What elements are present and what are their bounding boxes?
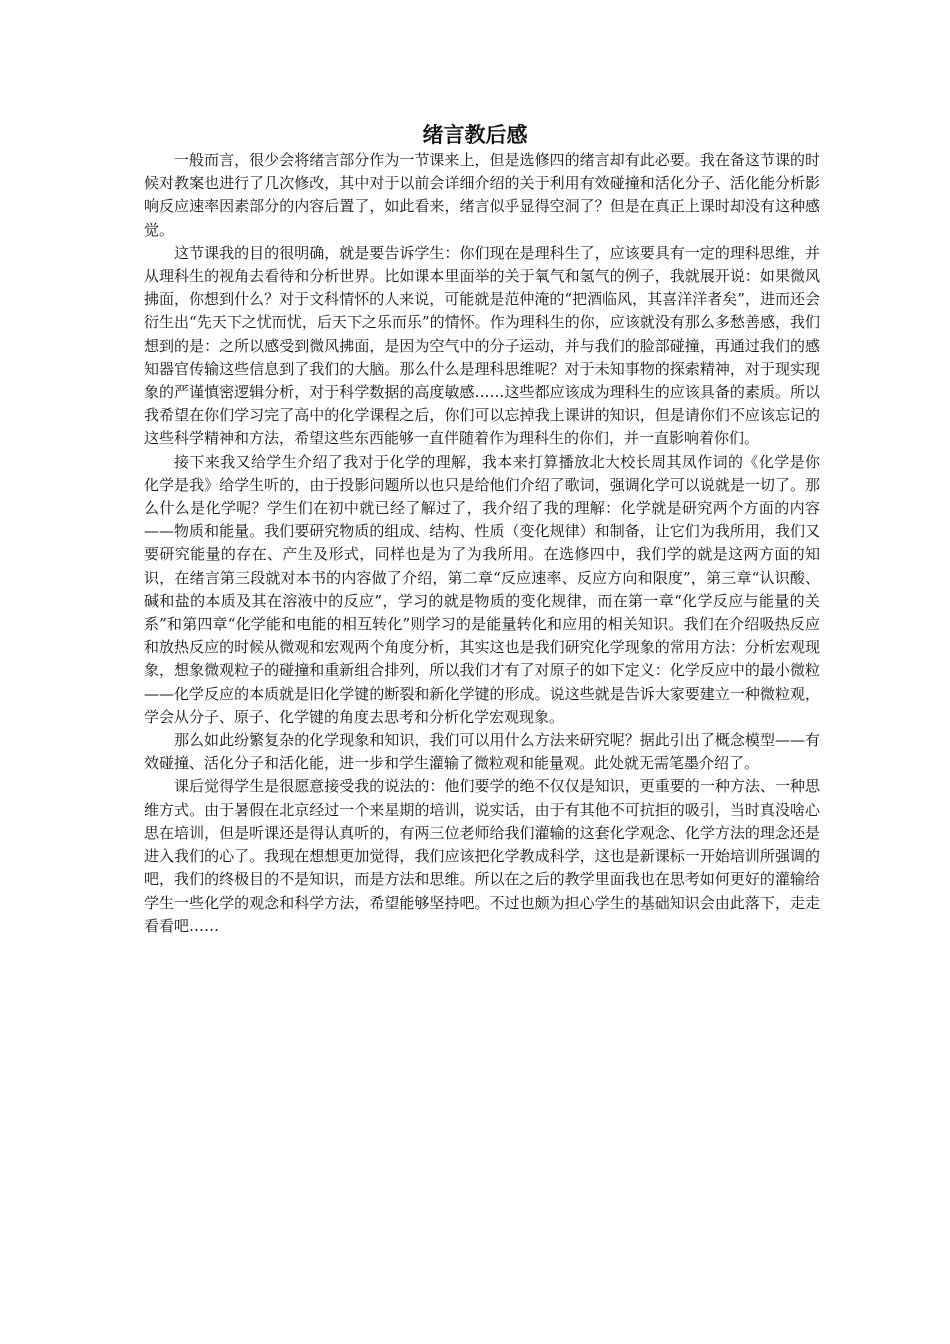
paragraph-2: 这节课我的目的很明确，就是要告诉学生：你们现在是理科生了，应该要具有一定的理科思维，并从理科生的视角去看待和分析世界。比如课本里面举的关于氧气和氢气的例子，我就展开说：如果微风拂面，你想到什么？对于文科情怀的人来说，可能就是范仲淹的“把酒临风，其喜洋洋者矣”，进而还会衍生出“先天下之忧而忧，后天下之乐而乐”的情怀。作为理科生的你，应该就没有那么多愁善感，我们想到的是：之所以感受到微风拂面，是因为空气中的分子运动，并与我们的脸部碰撞，再通过我们的感知器官传输这些信息到了我们的大脑。那么什么是理科思维呢？对于未知事物的探索精神，对于现实现象的严谨慎密逻辑分析，对于科学数据的高度敏感……这些都应该成为理科生的应该具备的素质。所以我希望在你们学习完了高中的化学课程之后，你们可以忘掉我上课讲的知识，但是请你们不应该忘记的这些科学精神和方法，希望这些东西能够一直伴随着作为理科生的你们，并一直影响着你们。 bbox=[144, 243, 820, 448]
paragraph-4: 那么如此纷繁复杂的化学现象和知识，我们可以用什么方法来研究呢？据此引出了概念模型——有效碰撞、活化分子和活化能，进一步和学生灌输了微粒观和能量观。此处就无需笔墨介绍了。 bbox=[144, 731, 820, 773]
paragraph-1: 一般而言，很少会将绪言部分作为一节课来上，但是选修四的绪言却有此必要。我在备这节课的时候对教案也进行了几次修改，其中对于以前会详细介绍的关于利用有效碰撞和活化分子、活化能分析影响反应速率因素部分的内容后置了，如此看来，绪言似乎显得空洞了？但是在真正上课时却没有这种感觉。 bbox=[144, 151, 820, 239]
document-title: 绪言教后感 bbox=[422, 123, 528, 147]
document-body bbox=[144, 149, 820, 938]
paragraph-5: 课后觉得学生是很愿意接受我的说法的：他们要学的绝不仅仅是知识，更重要的一种方法、一种思维方式。由于暑假在北京经过一个来星期的培训，说实话，由于有其他不可抗拒的吸引，当时真没啥心思在培训，但是听课还是得认真听的，有两三位老师给我们灌输的这套化学观念、化学方法的理念还是进入我们的心了。我现在想想更加觉得，我们应该把化学教成科学，这也是新课标一开始培训所强调的吧，我们的终极目的不是知识，而是方法和思维。所以在之后的教学里面我也在思考如何更好的灌输给学生一些化学的观念和科学方法，希望能够坚持吧。不过也颇为担心学生的基础知识会由此落下，走走看看吧…… bbox=[144, 777, 820, 935]
paragraph-3: 接下来我又给学生介绍了我对于化学的理解，我本来打算播放北大校长周其凤作词的《化学是你 化学是我》给学生听的，由于投影问题所以也只是给他们介绍了歌词，强调化学可以说就是一切了。那么什么是化学呢？学生们在初中就已经了解过了，我介绍了我的理解：化学就是研究两个方面的内容——物质和能量。我们要研究物质的组成、结构、性质（变化规律）和制备，让它们为我所用，我们又要研究能量的存在、产生及形式，同样也是为了为我所用。在选修四中，我们学的就是这两方面的知识，在绪言第三段就对本书的内容做了介绍，第二章“反应速率、反应方向和限度”，第三章“认识酸、碱和盐的本质及其在溶液中的反应”，学习的就是物质的变化规律，而在第一章“化学反应与能量的关系”和第四章“化学能和电能的相互转化”则学习的是能量转化和应用的相关知识。我们在介绍吸热反应和放热反应的时候从微观和宏观两个角度分析，其实这也是我们研究化学现象的常用方法：分析宏观现象，想象微观粒子的碰撞和重新组合排列，所以我们才有了对原子的如下定义：化学反应中的最小微粒——化学反应的本质就是旧化学键的断裂和新化学键的形成。说这些就是告诉大家要建立一种微粒观，学会从分子、原子、化学键的角度去思考和分析化学宏观现象。 bbox=[144, 452, 820, 726]
